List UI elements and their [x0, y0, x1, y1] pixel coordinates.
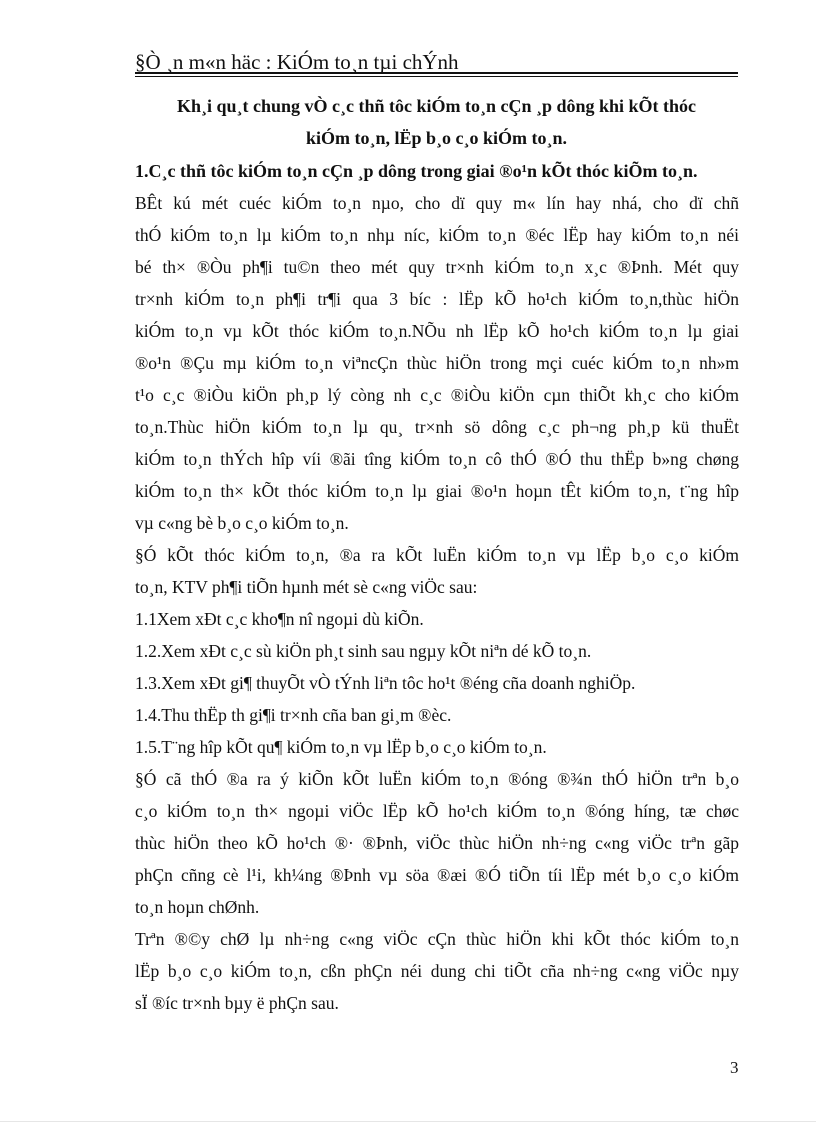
- body-line: phÇn cñng cè l¹i, kh¼ng ®Þnh vµ söa ®æi ®Ó tiÕn tíi lËp mét b¸o c¸o kiÓm: [135, 865, 739, 885]
- list-item: 1.3.Xem xÐt gi¶ thuyÕt vÒ tÝnh liªn tôc ho¹t ®éng cña doanh nghiÖp.: [135, 673, 636, 693]
- body-line: thùc hiÖn theo kÕ ho¹ch ®· ®Þnh, viÖc thùc hiÖn nh÷ng c«ng viÖc trªn gãp: [135, 833, 739, 853]
- page-header: §Ò ¸n m«n häc : KiÓm to¸n tµi chÝnh: [135, 50, 459, 74]
- body-line: bé th× ®Òu ph¶i tu©n theo mét quy tr×nh kiÓm to¸n x¸c ®Þnh. Mét quy: [135, 257, 739, 277]
- body-line: sÏ ®íc tr×nh bµy ë phÇn sau.: [135, 993, 339, 1013]
- body-line: kiÓm to¸n vµ kÕt thóc kiÓm to¸n.NÕu nh lËp kÕ ho¹ch kiÓm to¸n lµ giai: [135, 321, 739, 341]
- body-line: Trªn ®©y chØ lµ nh÷ng c«ng viÖc cÇn thùc hiÖn khi kÕt thóc kiÓm to¸n: [135, 929, 739, 949]
- body-line: kiÓm to¸n thÝch hîp víi ®ãi tîng kiÓm to¸n cô thÓ ®Ó thu thËp b»ng chøng: [135, 449, 739, 469]
- body-line: tr×nh kiÓm to¸n ph¶i tr¶i qua 3 bíc : lËp kÕ ho¹ch kiÓm to¸n,thùc hiÖn: [135, 289, 739, 309]
- header-rule-thin: [135, 76, 738, 77]
- body-line: c¸o kiÓm to¸n th× ngoµi viÖc lËp kÕ ho¹ch kiÓm to¸n ®óng híng, tæ chøc: [135, 801, 739, 821]
- body-line: to¸n.Thùc hiÖn kiÓm to¸n lµ qu¸ tr×nh sö dông c¸c ph¬ng ph¸p kü thuËt: [135, 417, 739, 437]
- header-rule-thick: [135, 72, 738, 74]
- body-line: to¸n, KTV ph¶i tiÕn hµnh mét sè c«ng viÖc sau:: [135, 577, 478, 597]
- body-line: lËp b¸o c¸o kiÓm to¸n, cßn phÇn néi dung chi tiÕt cña nh÷ng c«ng viÖc nµy: [135, 961, 739, 981]
- list-item: 1.2.Xem xÐt c¸c sù kiÖn ph¸t sinh sau ngµy kÕt niªn dé kÕ to¸n.: [135, 641, 592, 661]
- body-line: t¹o c¸c ®iÒu kiÖn ph¸p lý còng nh c¸c ®iÒu kiÖn cµn thiÕt kh¸c cho kiÓm: [135, 385, 739, 405]
- body-line: vµ c«ng bè b¸o c¸o kiÓm to¸n.: [135, 513, 349, 533]
- body-line: BÊt kú mét cuéc kiÓm to¸n nµo, cho dï quy m« lín hay nhá, cho dï chñ: [135, 193, 739, 213]
- page-number: 3: [730, 1058, 739, 1077]
- body-line: ®o¹n ®Çu mµ kiÓm to¸n viªncÇn thùc hiÖn trong mçi cuéc kiÓm to¸n nh»m: [135, 353, 739, 373]
- body-line: to¸n hoµn chØnh.: [135, 897, 260, 917]
- page-bottom-edge: [0, 1121, 816, 1122]
- body-line: §Ó cã thÓ ®a ra ý kiÕn kÕt luËn kiÓm to¸n ®óng ®¾n thÓ hiÖn trªn b¸o: [135, 769, 739, 789]
- body-line: thÓ kiÓm to¸n lµ kiÓm to¸n nhµ níc, kiÓm to¸n ®éc lËp hay kiÓm to¸n néi: [135, 225, 739, 245]
- body-line: kiÓm to¸n th× kÕt thóc kiÓm to¸n lµ giai ®o¹n hoµn tÊt kiÓm to¸n, t¨ng hîp: [135, 481, 739, 501]
- list-item: 1.5.T¨ng hîp kÕt qu¶ kiÓm to¸n vµ lËp b¸o c¸o kiÓm to¸n.: [135, 737, 547, 757]
- section-heading: 1.C¸c thñ tôc kiÓm to¸n cÇn ¸p dông trong giai ®o¹n kÕt thóc kiÕm to¸n.: [135, 161, 698, 181]
- body-line: §Ó kÕt thóc kiÓm to¸n, ®a ra kÕt luËn kiÓm to¸n vµ lËp b¸o c¸o kiÓm: [135, 545, 739, 565]
- title-line-1: Kh¸i qu¸t chung vÒ c¸c thñ tôc kiÓm to¸n cÇn ¸p dông khi kÕt thóc: [176, 96, 697, 116]
- list-item: 1.4.Thu thËp th gi¶i tr×nh cña ban gi¸m ®èc.: [135, 705, 452, 725]
- list-item: 1.1Xem xÐt c¸c kho¶n nî ngoµi dù kiÕn.: [135, 609, 424, 629]
- title-line-2: kiÓm to¸n, lËp b¸o c¸o kiÓm to¸n.: [305, 128, 568, 148]
